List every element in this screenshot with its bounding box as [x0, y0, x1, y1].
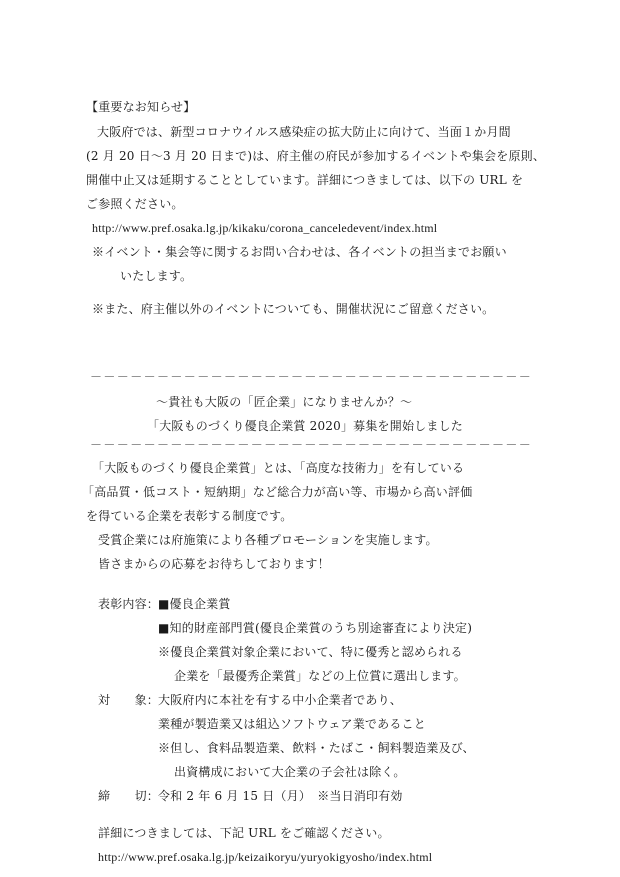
target-item: ※但し、食料品製造業、飲料・たばこ・飼料製造業及び、: [158, 741, 475, 755]
notice-line: (2 月 20 日〜3 月 20 日まで)は、府主催の府民が参加するイベントや集会を原則、: [86, 149, 546, 163]
target-item: 業種が製造業又は組込ソフトウェア業であること: [158, 717, 426, 731]
target-item: 大阪府内に本社を有する中小企業者であり、: [158, 693, 403, 707]
award-item: ■知的財産部門賞(優良企業賞のうち別途審査により決定): [158, 621, 473, 635]
award-url-link[interactable]: http://www.pref.osaka.lg.jp/keizaikoryu/yuryokigyosho/index.html: [98, 850, 433, 864]
intro-line: 受賞企業には府施策により各種プロモーションを実施します。: [98, 533, 438, 547]
intro-line: 皆さまからの応募をお待ちしております！: [98, 557, 330, 571]
notice-heading: 【重要なお知らせ】: [86, 100, 196, 114]
detail-note: 詳細につきましては、下記 URL をご確認ください。: [98, 826, 390, 840]
intro-line: 「高品質・低コスト・短納期」など総合力が高い等、市場から高い評価: [82, 485, 473, 499]
award-item: ※優良企業賞対象企業において、特に優秀と認められる: [158, 645, 463, 659]
target-item: 出資構成において大企業の子会社は除く。: [174, 765, 406, 779]
notice-line: 大阪府では、新型コロナウイルス感染症の拡大防止に向けて、当面１か月間: [97, 125, 511, 139]
deadline-value: 令和 2 年 6 月 15 日（月） ※当日消印有効: [158, 789, 403, 803]
award-item: 企業を「最優秀企業賞」などの上位賞に選出します。: [174, 669, 466, 683]
notice-line: 開催中止又は延期することとしています。詳細につきましては、以下の URL を: [86, 173, 524, 187]
intro-line: を得ている企業を表彰する制度です。: [86, 509, 293, 523]
award-item: ■優良企業賞: [158, 597, 231, 611]
target-label: 対 象：: [98, 693, 160, 707]
notice-line: ご参照ください。: [86, 197, 184, 211]
intro-line: 「大阪ものづくり優良企業賞」とは、「高度な技術力」を有している: [92, 461, 465, 475]
divider-bottom: －－－－－－－－－－－－－－－－－－－－－－－－－－－－－－－－－: [90, 438, 533, 452]
contact-note: ※イベント・集会等に関するお問い合わせは、各イベントの担当までお願い: [92, 245, 507, 259]
award-content-label: 表彰内容：: [98, 597, 160, 611]
contact-note-cont: いたします。: [120, 269, 193, 283]
award-title: 「大阪ものづくり優良企業賞 2020」募集を開始しました: [147, 419, 463, 433]
divider-top: －－－－－－－－－－－－－－－－－－－－－－－－－－－－－－－－－: [90, 370, 533, 384]
award-subtitle: 〜貴社も大阪の「匠企業」になりませんか？〜: [156, 395, 413, 409]
notice-url-link[interactable]: http://www.pref.osaka.lg.jp/kikaku/corona_canceledevent/index.html: [92, 221, 438, 235]
other-events-note: ※また、府主催以外のイベントについても、開催状況にご留意ください。: [92, 302, 495, 316]
deadline-label: 締 切：: [98, 789, 160, 803]
